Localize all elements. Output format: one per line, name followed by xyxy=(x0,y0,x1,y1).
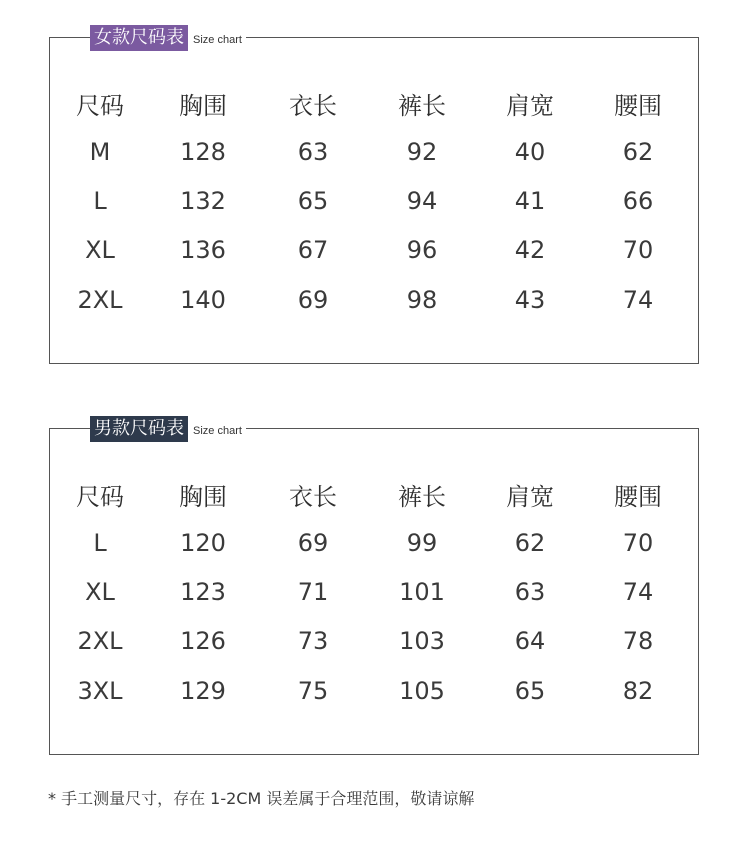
table-cell: 3XL xyxy=(77,677,123,705)
table-cell: 103 xyxy=(399,627,445,655)
table-cell: 123 xyxy=(180,578,226,606)
table-cell: 132 xyxy=(180,187,226,215)
table-cell: 67 xyxy=(297,236,329,264)
table-cell: 128 xyxy=(180,138,226,166)
table-cell: 62 xyxy=(514,529,546,557)
table-cell: 70 xyxy=(622,529,654,557)
table-row xyxy=(50,285,698,315)
table-cell: 70 xyxy=(622,236,654,264)
header-cell-size: 尺码 xyxy=(76,483,124,511)
table-row xyxy=(50,186,698,216)
table-cell: 140 xyxy=(180,286,226,314)
men-size-chart xyxy=(49,418,699,755)
table-cell: 136 xyxy=(180,236,226,264)
table-cell: 64 xyxy=(514,627,546,655)
table-cell: 63 xyxy=(514,578,546,606)
women-chart-title xyxy=(90,25,246,51)
table-cell: 65 xyxy=(514,677,546,705)
table-cell: 74 xyxy=(622,578,654,606)
header-cell-waist: 腰围 xyxy=(614,92,662,120)
women-size-chart xyxy=(49,27,699,364)
measurement-footnote: * 手工测量尺寸，存在 1-2CM 误差属于合理范围，敬请谅解 xyxy=(48,789,475,808)
table-cell: 43 xyxy=(514,286,546,314)
header-cell-pants-length: 裤长 xyxy=(398,483,446,511)
header-cell-length: 衣长 xyxy=(289,92,337,120)
header-cell-chest: 胸围 xyxy=(179,92,227,120)
men-chart-title-badge: 男款尺码表 xyxy=(90,416,188,442)
table-cell: 73 xyxy=(297,627,329,655)
table-cell: 82 xyxy=(622,677,654,705)
table-cell: L xyxy=(93,529,107,557)
table-row xyxy=(50,137,698,167)
table-cell: XL xyxy=(85,236,115,264)
table-cell: 129 xyxy=(180,677,226,705)
table-cell: 94 xyxy=(406,187,438,215)
table-cell: 71 xyxy=(297,578,329,606)
table-cell: 120 xyxy=(180,529,226,557)
men-chart-title xyxy=(90,416,246,442)
table-cell: 62 xyxy=(622,138,654,166)
table-cell: 99 xyxy=(406,529,438,557)
table-cell: 65 xyxy=(297,187,329,215)
table-row xyxy=(50,528,698,558)
table-row xyxy=(50,577,698,607)
table-cell: 2XL xyxy=(77,627,123,655)
table-cell: 98 xyxy=(406,286,438,314)
table-cell: XL xyxy=(85,578,115,606)
men-chart-subtitle: Size chart xyxy=(193,425,242,437)
table-cell: 74 xyxy=(622,286,654,314)
header-cell-length: 衣长 xyxy=(289,483,337,511)
table-cell: 69 xyxy=(297,286,329,314)
table-cell: 101 xyxy=(399,578,445,606)
table-cell: 41 xyxy=(514,187,546,215)
table-cell: 42 xyxy=(514,236,546,264)
table-cell: 92 xyxy=(406,138,438,166)
table-cell: 69 xyxy=(297,529,329,557)
table-cell: 40 xyxy=(514,138,546,166)
header-cell-chest: 胸围 xyxy=(179,483,227,511)
women-chart-subtitle: Size chart xyxy=(193,34,242,46)
header-cell-shoulder: 肩宽 xyxy=(506,92,554,120)
table-cell: 75 xyxy=(297,677,329,705)
table-cell: 126 xyxy=(180,627,226,655)
table-cell: 2XL xyxy=(77,286,123,314)
table-row xyxy=(50,626,698,656)
table-row xyxy=(50,676,698,706)
header-cell-shoulder: 肩宽 xyxy=(506,483,554,511)
table-row xyxy=(50,235,698,265)
table-header-row xyxy=(50,91,698,121)
header-cell-pants-length: 裤长 xyxy=(398,92,446,120)
header-cell-size: 尺码 xyxy=(76,92,124,120)
table-cell: 78 xyxy=(622,627,654,655)
table-cell: L xyxy=(93,187,107,215)
table-header-row xyxy=(50,482,698,512)
header-cell-waist: 腰围 xyxy=(614,483,662,511)
table-cell: 105 xyxy=(399,677,445,705)
table-cell: 66 xyxy=(622,187,654,215)
women-chart-title-badge: 女款尺码表 xyxy=(90,25,188,51)
table-cell: 63 xyxy=(297,138,329,166)
table-cell: M xyxy=(89,138,111,166)
table-cell: 96 xyxy=(406,236,438,264)
